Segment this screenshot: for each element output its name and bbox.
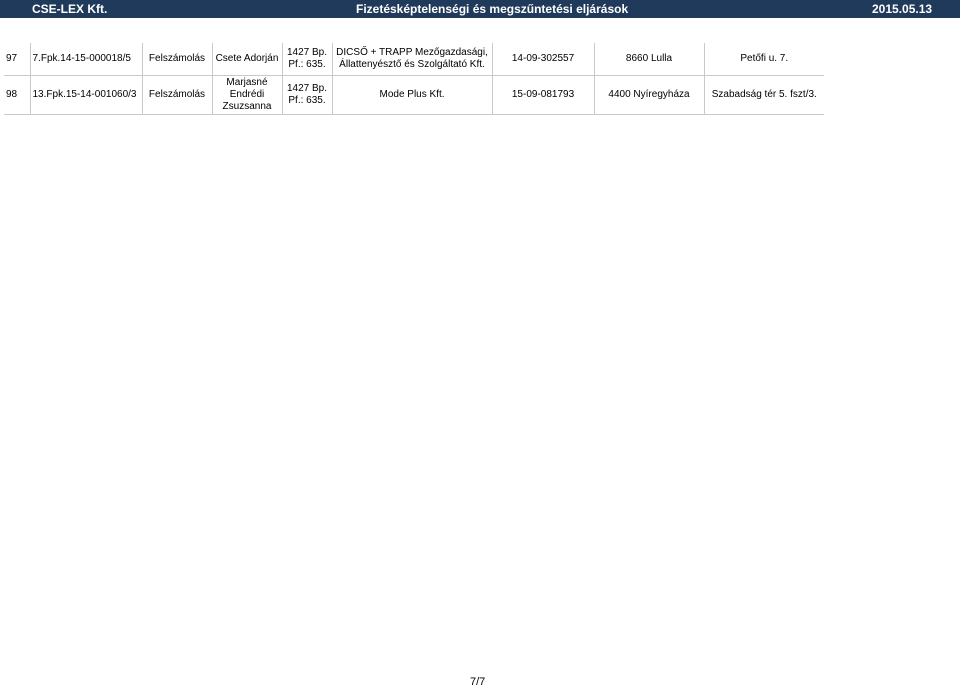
proceeding-type: Felszámolás <box>142 76 212 115</box>
proceedings-table <box>4 43 824 115</box>
row-number: 97 <box>4 43 30 76</box>
company-name-cell: Mode Plus Kft. <box>332 76 492 115</box>
company-name-cell: DICSŐ + TRAPP Mezőgazdasági, Állattenyésztő és Szolgáltató Kft. <box>332 43 492 76</box>
registration-number: 14-09-302557 <box>492 43 594 76</box>
table-row <box>4 43 824 76</box>
header-bar <box>0 0 960 18</box>
postal-address: 1427 Bp. Pf.: 635. <box>282 43 332 76</box>
postal-address: 1427 Bp. Pf.: 635. <box>282 76 332 115</box>
registration-number: 15-09-081793 <box>492 76 594 115</box>
document-title: Fizetésképtelenségi és megszűntetési eljárások <box>356 2 629 16</box>
table-row <box>4 76 824 115</box>
company-name: CSE-LEX Kft. <box>32 2 108 16</box>
company-city: 4400 Nyíregyháza <box>594 76 704 115</box>
liquidator-name: Marjasné Endrédi Zsuzsanna <box>212 76 282 115</box>
case-number: 7.Fpk.14-15-000018/5 <box>30 43 142 76</box>
company-city: 8660 Lulla <box>594 43 704 76</box>
liquidator-name: Csete Adorján <box>212 43 282 76</box>
company-street: Petőfi u. 7. <box>704 43 824 76</box>
case-number: 13.Fpk.15-14-001060/3 <box>30 76 142 115</box>
document-date: 2015.05.13 <box>872 2 933 16</box>
row-number: 98 <box>4 76 30 115</box>
page-number: 7/7 <box>470 676 486 687</box>
company-street: Szabadság tér 5. fszt/3. <box>704 76 824 115</box>
proceeding-type: Felszámolás <box>142 43 212 76</box>
